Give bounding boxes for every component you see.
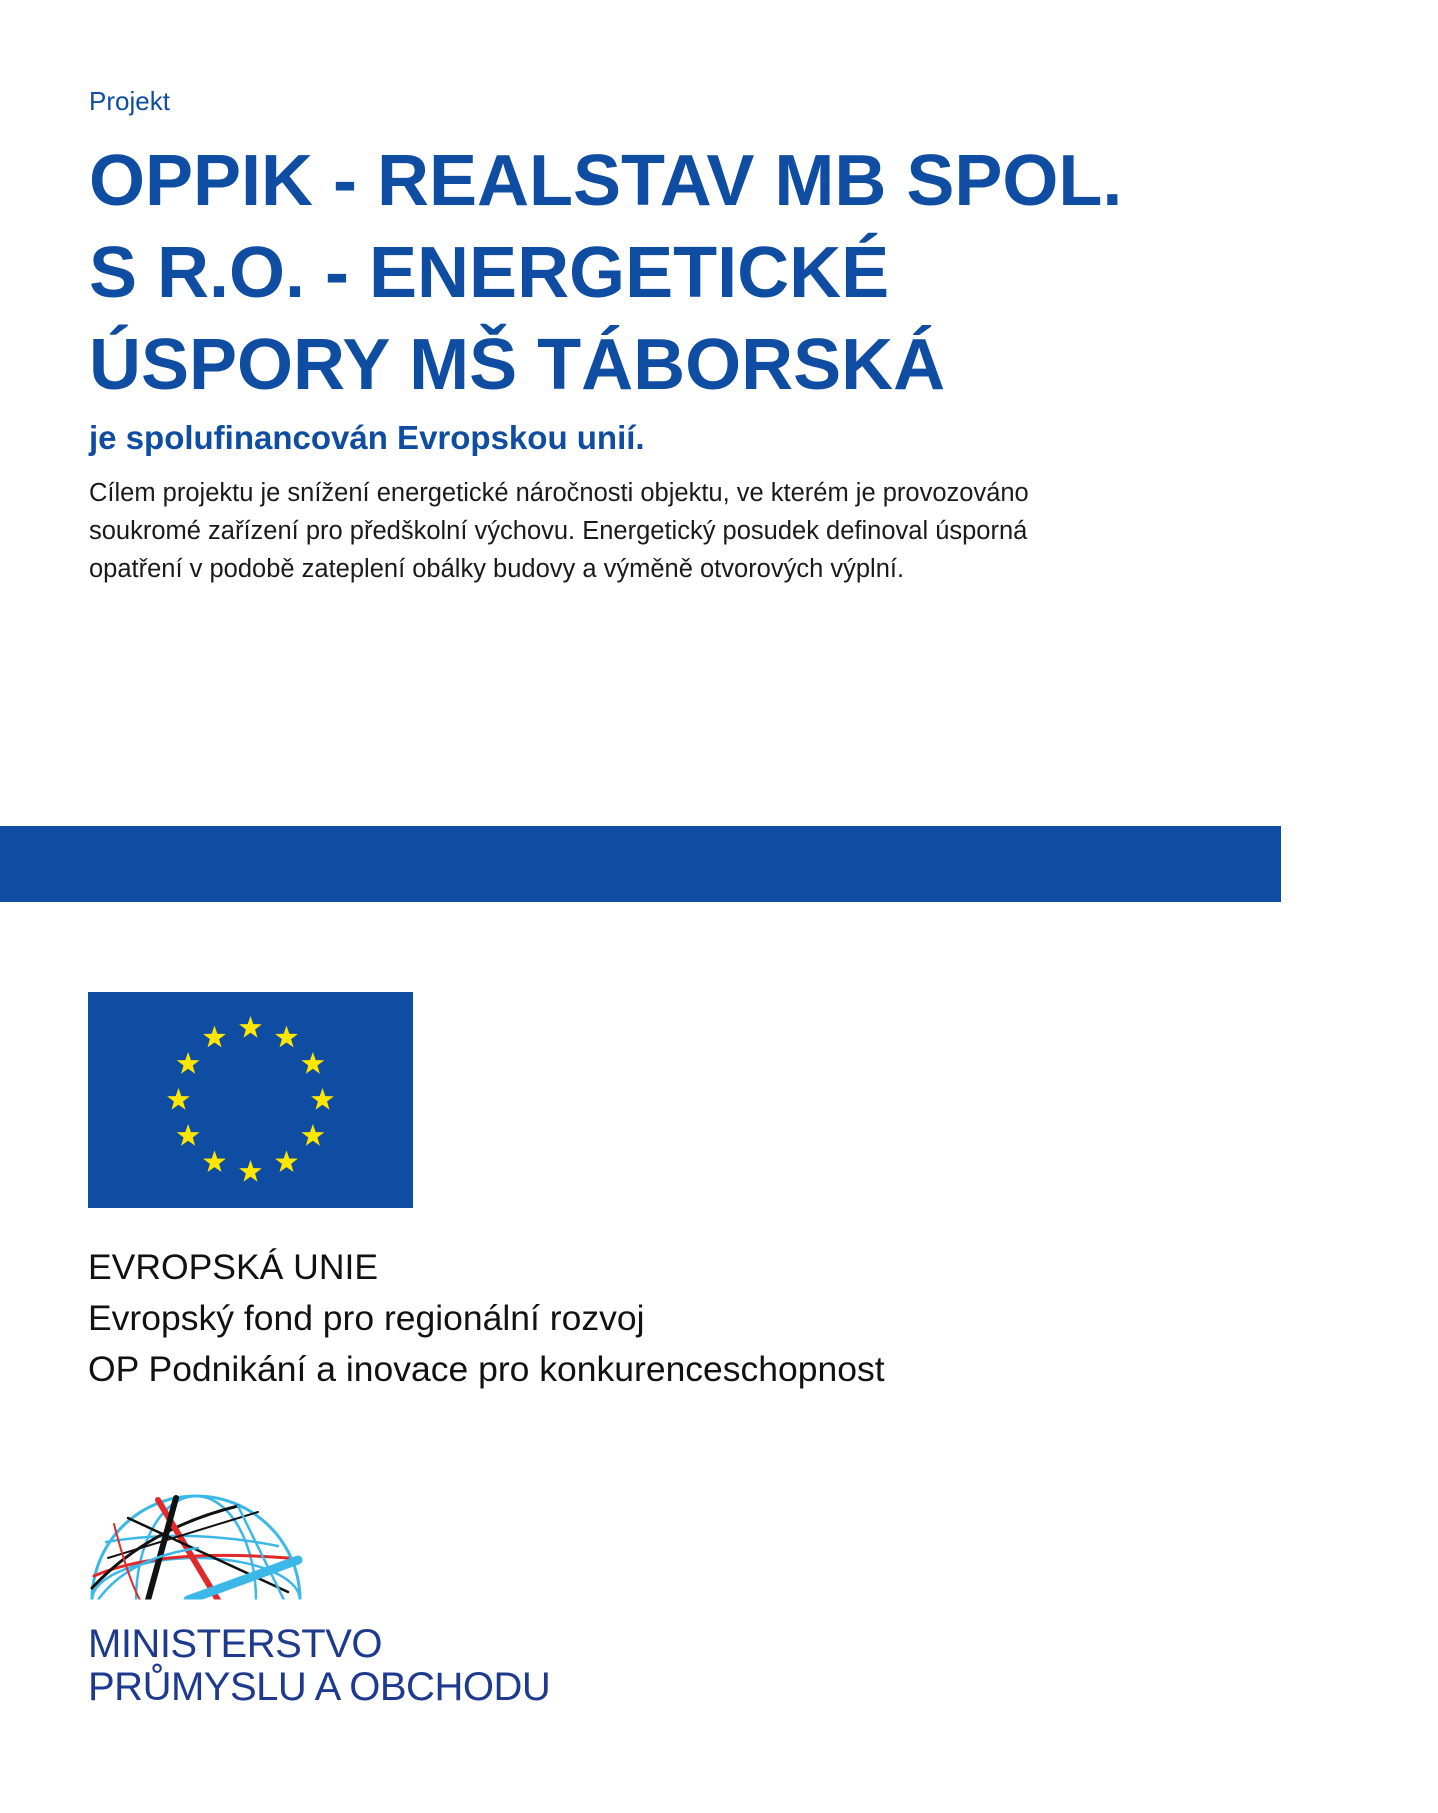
ministry-name-line: PRŮMYSLU A OBCHODU bbox=[88, 1665, 551, 1709]
eu-funding-block bbox=[88, 1242, 885, 1395]
eu-title: EVROPSKÁ UNIE bbox=[88, 1247, 378, 1287]
globe-network-icon bbox=[88, 1488, 304, 1603]
project-label: Projekt bbox=[89, 86, 170, 116]
eu-flag-icon bbox=[88, 992, 413, 1208]
description-line: Cílem projektu je snížení energetické náročnosti objektu, ve kterém je provozováno bbox=[89, 479, 1029, 507]
title-line: S R.O. - ENERGETICKÉ bbox=[89, 233, 890, 313]
ministry-name-line: MINISTERSTVO bbox=[88, 1622, 383, 1666]
blue-divider-band bbox=[0, 826, 1281, 902]
eu-fund-name: Evropský fond pro regionální rozvoj bbox=[88, 1298, 645, 1338]
description-line: opatření v podobě zateplení obálky budovy a výměně otvorových výplní. bbox=[89, 555, 905, 583]
page-title bbox=[89, 135, 1239, 411]
description-line: soukromé zařízení pro předškolní výchovu. Energetický posudek definoval úsporná bbox=[89, 517, 1028, 545]
eu-programme-name: OP Podnikání a inovace pro konkurenceschopnost bbox=[88, 1349, 885, 1389]
title-line: ÚSPORY MŠ TÁBORSKÁ bbox=[89, 325, 946, 405]
title-line: OPPIK - REALSTAV MB SPOL. bbox=[89, 141, 1123, 221]
project-description bbox=[89, 474, 1199, 588]
ministry-name bbox=[88, 1623, 550, 1709]
cofinancing-subtitle: je spolufinancován Evropskou unií. bbox=[89, 419, 645, 456]
